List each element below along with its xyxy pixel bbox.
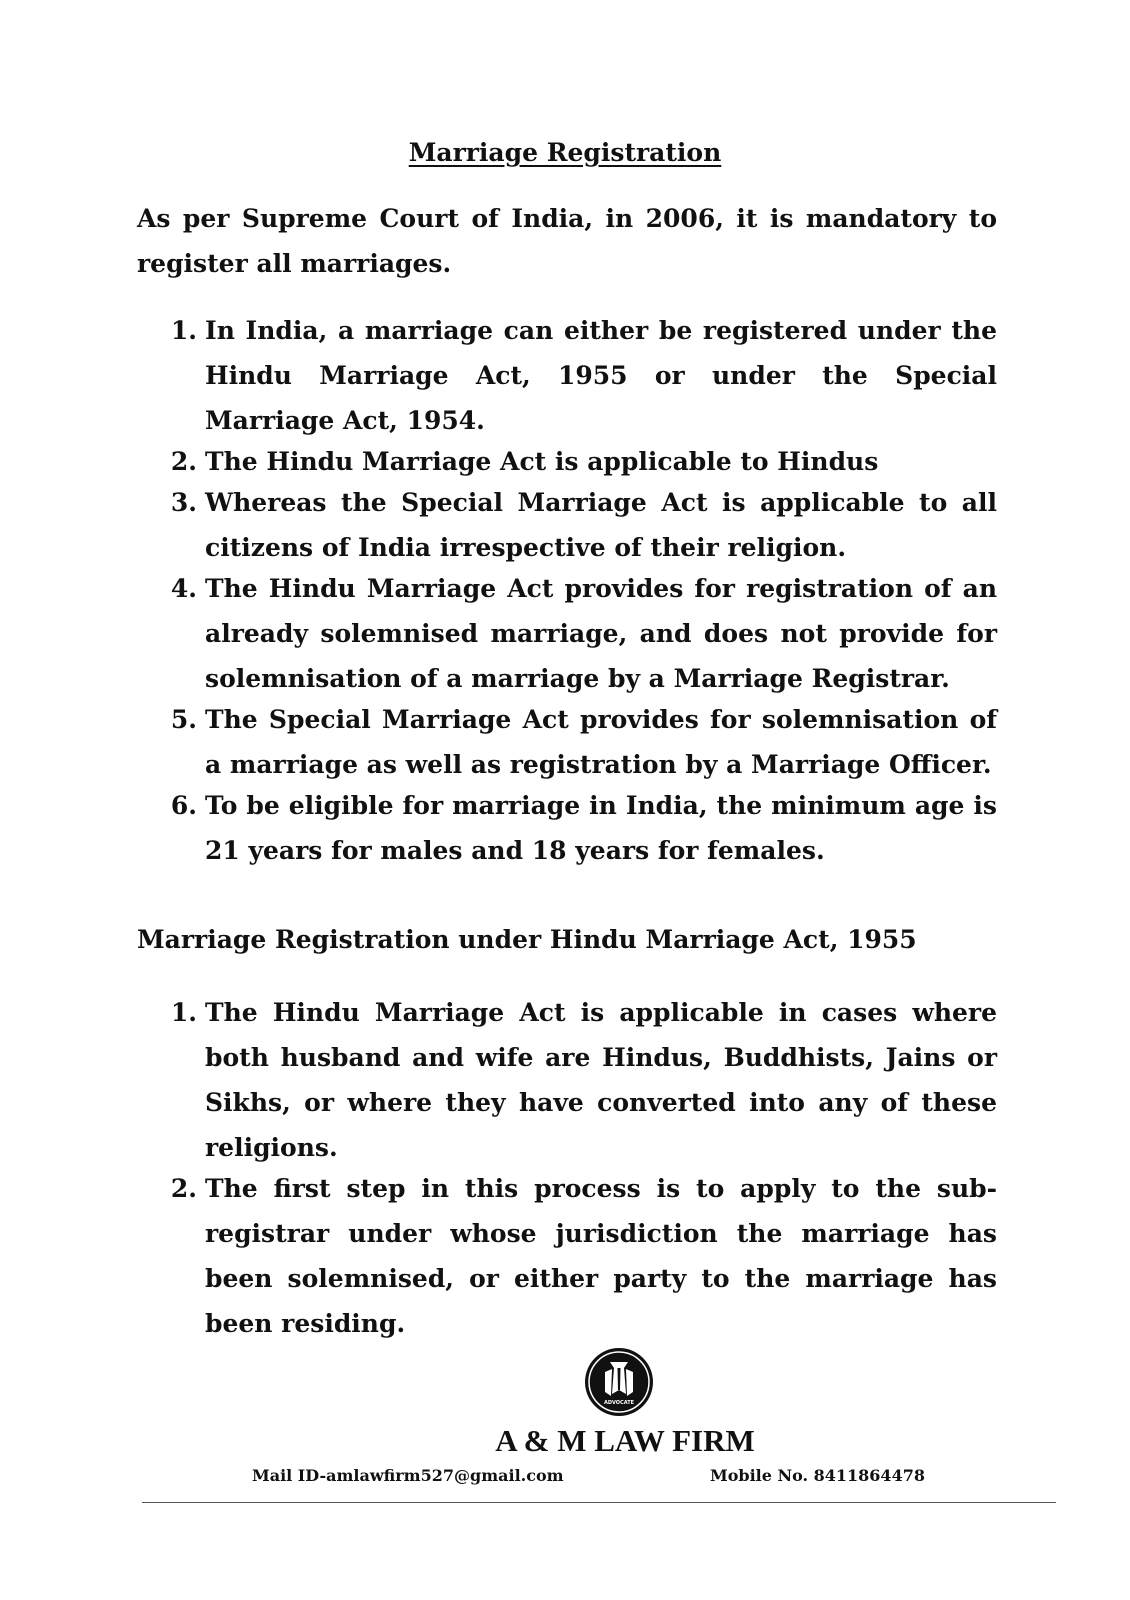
list-item [137,697,997,787]
list-item-text: The Hindu Marriage Act is applicable to Hindus [205,447,879,476]
list-item-number: 1. [170,998,197,1027]
list-item-number: 6. [170,791,197,820]
list-item-number: 2. [170,1174,197,1203]
list-item-number: 5. [170,705,197,734]
list-item [137,1166,997,1346]
footer-divider [142,1502,1056,1503]
list-item-text: The Special Marriage Act provides for solemnisation of a marriage as well as registration by a Marriage Officer. [205,705,997,779]
list-item-text: Whereas the Special Marriage Act is applicable to all citizens of India irrespective of their religion. [205,488,997,562]
page-title: Marriage Registration [408,138,722,167]
list-item-text: In India, a marriage can either be registered under the Hindu Marriage Act, 1955 or under the Special Marriage Act, 1954. [205,316,997,435]
intro-paragraph: As per Supreme Court of India, in 2006, it is mandatory to register all marriages. [137,204,997,278]
firm-name: A & M LAW FIRM [495,1423,755,1458]
list-item-number: 3. [170,488,197,517]
list-item-number: 1. [170,316,197,345]
list-item-text: The Hindu Marriage Act provides for registration of an already solemnised marriage, and does not provide for solemnisation of a marriage by a Marriage Registrar. [205,574,997,693]
section-heading: Marriage Registration under Hindu Marriage Act, 1955 [137,925,917,954]
list-item [137,439,997,484]
list-item-number: 2. [170,447,197,476]
general-points-list [137,308,997,869]
logo-text: ADVOCATE [603,1400,635,1406]
advocate-emblem-graphic [583,1346,655,1418]
list-item [137,480,997,570]
list-item [137,990,997,1170]
contact-mobile: Mobile No. 8411864478 [710,1466,925,1485]
list-item-number: 4. [170,574,197,603]
list-item [137,308,997,443]
list-item [137,566,997,701]
list-item-text: The first step in this process is to apply to the sub-registrar under whose jurisdiction the marriage has been solemnised, or either party to the marriage has been residing. [205,1174,997,1338]
list-item-text: The Hindu Marriage Act is applicable in cases where both husband and wife are Hindus, Buddhists, Jains or Sikhs, or where they have converted into any of these religions. [205,998,997,1162]
list-item [137,783,997,873]
list-item-text: To be eligible for marriage in India, the minimum age is 21 years for males and 18 years for females. [205,791,997,865]
contact-email: Mail ID-amlawfirm527@gmail.com [252,1466,564,1485]
hindu-act-points-list [137,990,997,1342]
advocate-emblem-icon [583,1346,655,1418]
